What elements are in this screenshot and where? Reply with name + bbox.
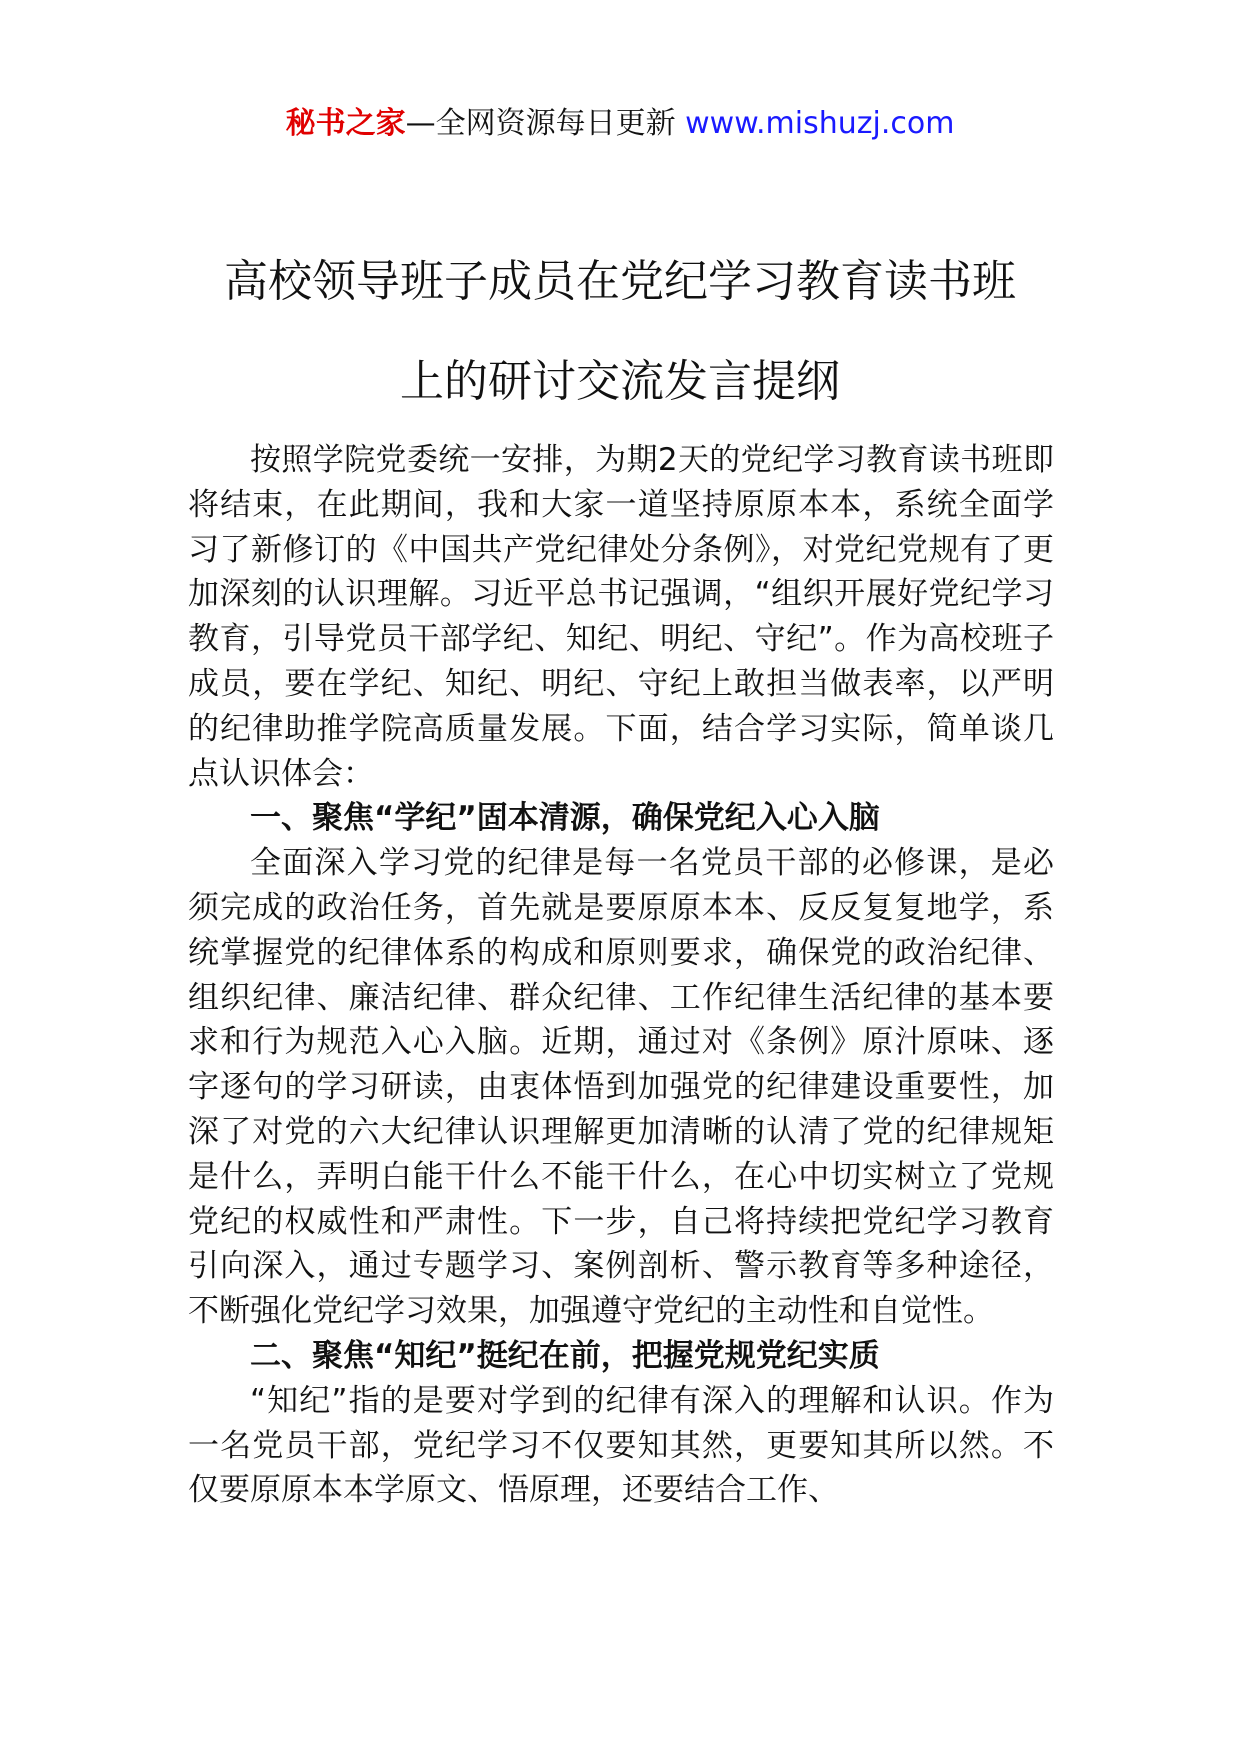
title-line-1: 高校领导班子成员在党纪学习教育读书班 [224,256,1016,307]
site-header [0,102,1240,146]
document-title [120,232,1120,432]
site-brand: 秘书之家 [285,106,406,141]
site-url-link[interactable]: www.mishuzj.com [685,106,955,141]
body-paragraph-intro: 按照学院党委统一安排，为期2天的党纪学习教育读书班即将结束，在此期间，我和大家一道坚持原原本本，系统全面学习了新修订的《中国共产党纪律处分条例》，对党纪党规有了更加深刻的认识理解。习近平总书记强调，“组织开展好党纪学习教育，引导党员干部学纪、知纪、明纪、守纪”。作为高校班子成员，要在学纪、知纪、明纪、守纪上敢担当做表率，以严明的纪律助推学院高质量发展。下面，结合学习实际，简单谈几点认识体会： [188,442,1054,792]
site-slogan: —全网资源每日更新 [405,106,686,141]
document-body [188,438,1054,1513]
title-line-2: 上的研讨交流发言提纲 [400,356,840,407]
section-heading-1: 一、聚焦“学纪”固本清源，确保党纪入心入脑 [250,800,880,837]
section-heading-2: 二、聚焦“知纪”挺纪在前，把握党规党纪实质 [250,1337,880,1374]
body-paragraph-section-1: 全面深入学习党的纪律是每一名党员干部的必修课，是必须完成的政治任务，首先就是要原原本本、反反复复地学，系统掌握党的纪律体系的构成和原则要求，确保党的政治纪律、组织纪律、廉洁纪律、群众纪律、工作纪律生活纪律的基本要求和行为规范入心入脑。近期，通过对《条例》原汁原味、逐字逐句的学习研读，由衷体悟到加强党的纪律建设重要性，加深了对党的六大纪律认识理解更加清晰的认清了党的纪律规矩是什么，弄明白能干什么不能干什么，在心中切实树立了党规党纪的权威性和严肃性。下一步，自己将持续把党纪学习教育引向深入，通过专题学习、案例剖析、警示教育等多种途径，不断强化党纪学习效果，加强遵守党纪的主动性和自觉性。 [188,845,1054,1330]
body-paragraph-section-2: “知纪”指的是要对学到的纪律有深入的理解和认识。作为一名党员干部，党纪学习不仅要知其然，更要知其所以然。不仅要原原本本学原文、悟原理，还要结合工作、 [188,1382,1054,1509]
